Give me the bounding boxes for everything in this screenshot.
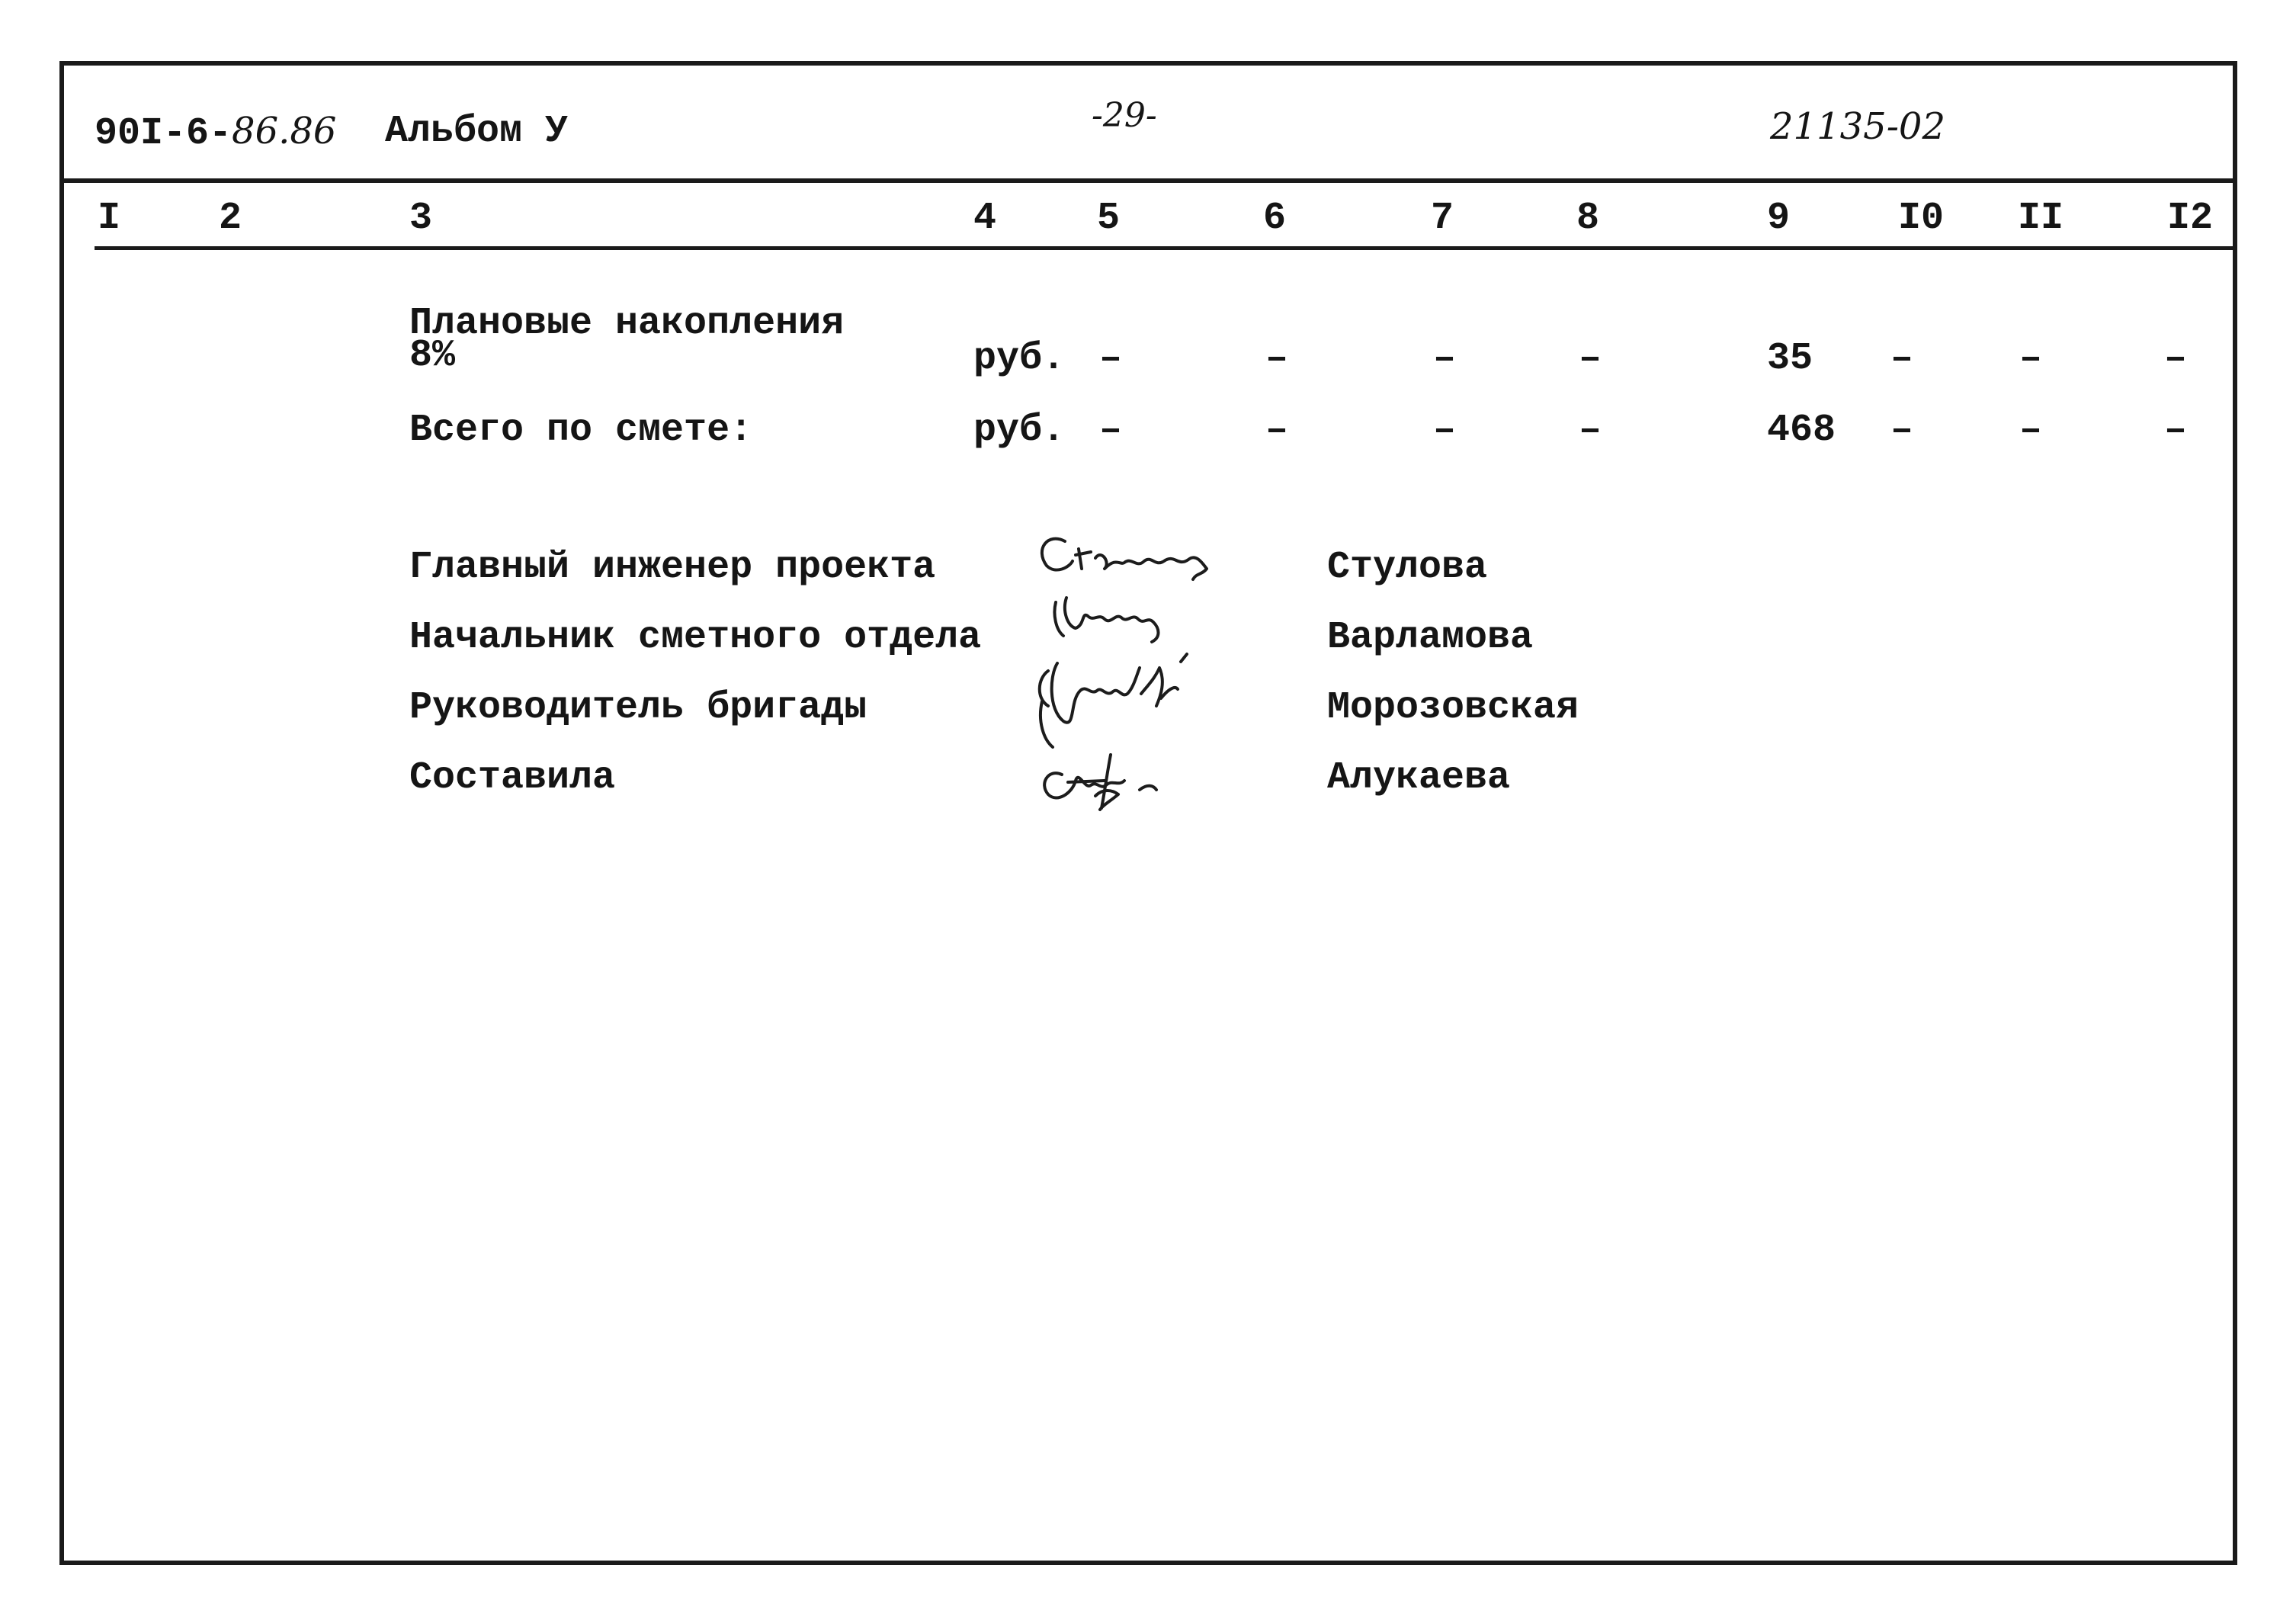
- signature-role: Руководитель бригады: [409, 686, 867, 730]
- column-header-6: 6: [1263, 197, 1287, 240]
- row-name-total: Всего по смете:: [409, 409, 753, 452]
- column-header-2: 2: [219, 197, 242, 240]
- cell-dash: –: [2164, 409, 2188, 452]
- column-header-9: 9: [1767, 197, 1791, 240]
- handwritten-signatures: [1025, 518, 1300, 854]
- column-header-10: I0: [1898, 197, 1945, 240]
- cell-dash: –: [1433, 409, 1457, 452]
- column-header-7: 7: [1431, 197, 1454, 240]
- column-header-4: 4: [973, 197, 997, 240]
- cell-value: 35: [1767, 337, 1813, 380]
- page-number: -29-: [1092, 96, 1157, 135]
- signature-role: Составила: [409, 756, 616, 800]
- signature-role: Главный инженер проекта: [409, 546, 936, 589]
- column-header-8: 8: [1576, 197, 1600, 240]
- cell-dash: –: [2019, 409, 2043, 452]
- column-header-divider: [95, 246, 2233, 250]
- signatory-name: Морозовская: [1327, 686, 1579, 730]
- cell-dash: –: [1579, 337, 1602, 380]
- column-header-11: II: [2018, 197, 2064, 240]
- document-code: 21135-02: [1770, 105, 1945, 148]
- column-header-1: I: [98, 197, 121, 240]
- header-divider: [64, 178, 2233, 183]
- signature-role: Начальник сметного отдела: [409, 616, 982, 659]
- row-unit: руб.: [973, 409, 1066, 452]
- column-header-5: 5: [1097, 197, 1121, 240]
- series-handwritten: 86.86: [232, 110, 337, 152]
- cell-dash: –: [1099, 409, 1123, 452]
- cell-dash: –: [1890, 337, 1914, 380]
- row-name-planned-savings-percent: 8%: [409, 334, 456, 377]
- row-unit: руб.: [973, 337, 1066, 380]
- cell-value: 468: [1767, 409, 1836, 452]
- album-label: Альбом У: [385, 110, 569, 153]
- cell-dash: –: [2019, 337, 2043, 380]
- signatory-name: Варламова: [1327, 616, 1534, 659]
- cell-dash: –: [1099, 337, 1123, 380]
- column-header-12: I2: [2167, 197, 2214, 240]
- cell-dash: –: [1579, 409, 1602, 452]
- cell-dash: –: [1265, 409, 1289, 452]
- cell-dash: –: [1433, 337, 1457, 380]
- signatory-name: Алукаева: [1327, 756, 1511, 800]
- row-name-planned-savings: Плановые накопления: [409, 302, 845, 345]
- cell-dash: –: [1890, 409, 1914, 452]
- cell-dash: –: [2164, 337, 2188, 380]
- cell-dash: –: [1265, 337, 1289, 380]
- signatory-name: Стулова: [1327, 546, 1488, 589]
- column-header-3: 3: [409, 197, 433, 240]
- series-number: 90I-6-86.86: [95, 110, 337, 156]
